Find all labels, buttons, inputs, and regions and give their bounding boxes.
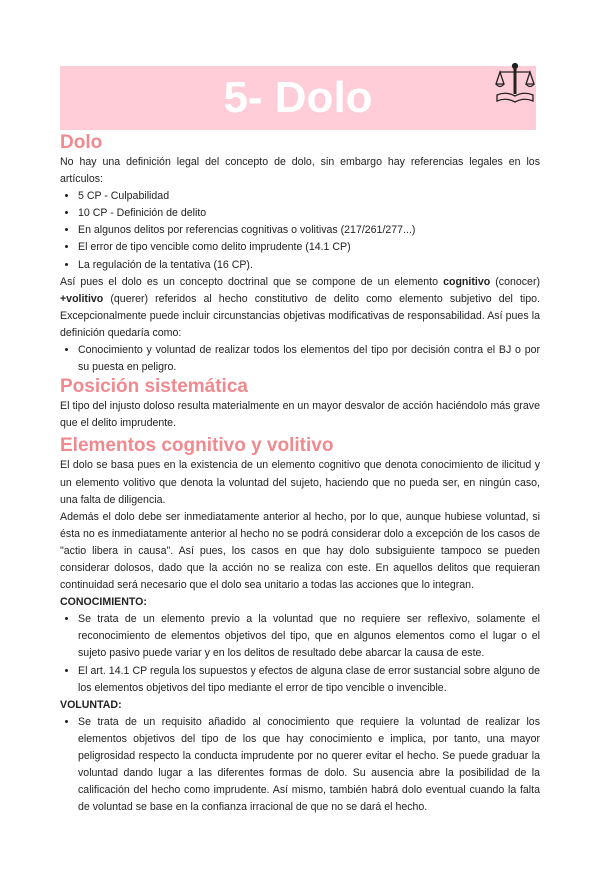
heading-dolo: Dolo (60, 132, 103, 153)
title-banner (60, 66, 536, 130)
text: (conocer) (490, 275, 540, 288)
bold-text: cognitivo (443, 275, 491, 288)
bold-text: +volitivo (60, 292, 104, 305)
list-item: • En algunos delitos por referencias cognitivas o volitivas (217/261/277...) (78, 222, 540, 239)
conocimiento-label: CONOCIMIENTO: (60, 596, 147, 609)
dolo-definition-paragraph (60, 274, 540, 342)
list-item: • El art. 14.1 CP regula los supuestos y efectos de alguna clase de error sustancial sobre alguno de los elementos objetivos del tipo mediante el error de tipo vencible o invencible. (78, 663, 540, 697)
elementos-paragraph-2: Además el dolo debe ser inmediatamente anterior al hecho, por lo que, aunque hubiese voluntad, si ésta no es inmediatamente anterior al hecho no se podrá considerar dolo a excepción de los casos de "actio libera in causa". Así pues, los casos en que hay dolo subsiguiente tampoco se pueden considerar dolosos, dado que la acción no se realiza con este. En aquellos delitos que requieran continuidad será necesario que el dolo sea unitario a todas las acciones que lo integran. (60, 510, 540, 592)
posicion-text: El tipo del injusto doloso resulta materialmente en un mayor desvalor de acción haciéndolo más grave que el delito imprudente. (60, 400, 540, 430)
document-body (60, 132, 540, 816)
heading-posicion: Posición sistemática (60, 376, 248, 398)
list-item: • La regulación de la tentativa (16 CP). (78, 257, 540, 274)
voluntad-label: VOLUNTAD: (60, 698, 122, 711)
text: (querer) referidos al hecho constitutivo de delito como elemento subjetivo del tipo. Excepcionalmente puede incluir circunstancias objetivas modificativas de responsabilidad. Así pues la definición quedaría como: (60, 292, 540, 339)
heading-elementos: Elementos cognitivo y volitivo (60, 435, 334, 457)
list-item: • 5 CP - Culpabilidad (78, 188, 540, 205)
list-item: • Se trata de un elemento previo a la voluntad que no requiere ser reflexivo, solamente el reconocimiento de elementos objetivos del tipo, que en algunos elementos como el lugar o el sujeto pasivo puede variar y en los delitos de resultado debe abarcar la causa de este. (78, 611, 540, 662)
page-title: 5- Dolo (223, 73, 373, 122)
list-item: • Se trata de un requisito añadido al conocimiento que requiere la voluntad de realizar los elementos objetivos del tipo de los que hay conocimiento e implica, por tanto, una mayor peligrosidad respecto la conducta imprudente por no querer evitar el hecho. Se puede graduar la voluntad dando lugar a las diferentes formas de dolo. Su ausencia abre la posibilidad de la calificación del hecho como imprudente. Así mismo, también habrá dolo eventual cuando la falta de voluntad se base en la confianza irracional de que no se dará el hecho. (78, 714, 540, 817)
legal-references-list (60, 188, 540, 273)
conocimiento-list (60, 611, 540, 696)
elementos-paragraph-1: El dolo se basa pues en la existencia de un elemento cognitivo que denota conocimiento de ilicitud y un elemento volitivo que denota la voluntad del sujeto, haciendo que no pueda ser, en ningún caso, una falta de diligencia. (60, 459, 540, 506)
list-item: • Conocimiento y voluntad de realizar todos los elementos del tipo por decisión contra el BJ o por su puesta en peligro. (78, 342, 540, 376)
list-item: • El error de tipo vencible como delito imprudente (14.1 CP) (78, 239, 540, 256)
voluntad-list (60, 714, 540, 817)
list-item: • 10 CP - Definición de delito (78, 205, 540, 222)
text: Así pues el dolo es un concepto doctrinal que se compone de un elemento (60, 275, 444, 288)
dolo-intro: No hay una definición legal del concepto de dolo, sin embargo hay referencias legales en los artículos: (60, 156, 540, 186)
definition-list (60, 342, 540, 376)
justice-scales-icon (494, 62, 536, 106)
